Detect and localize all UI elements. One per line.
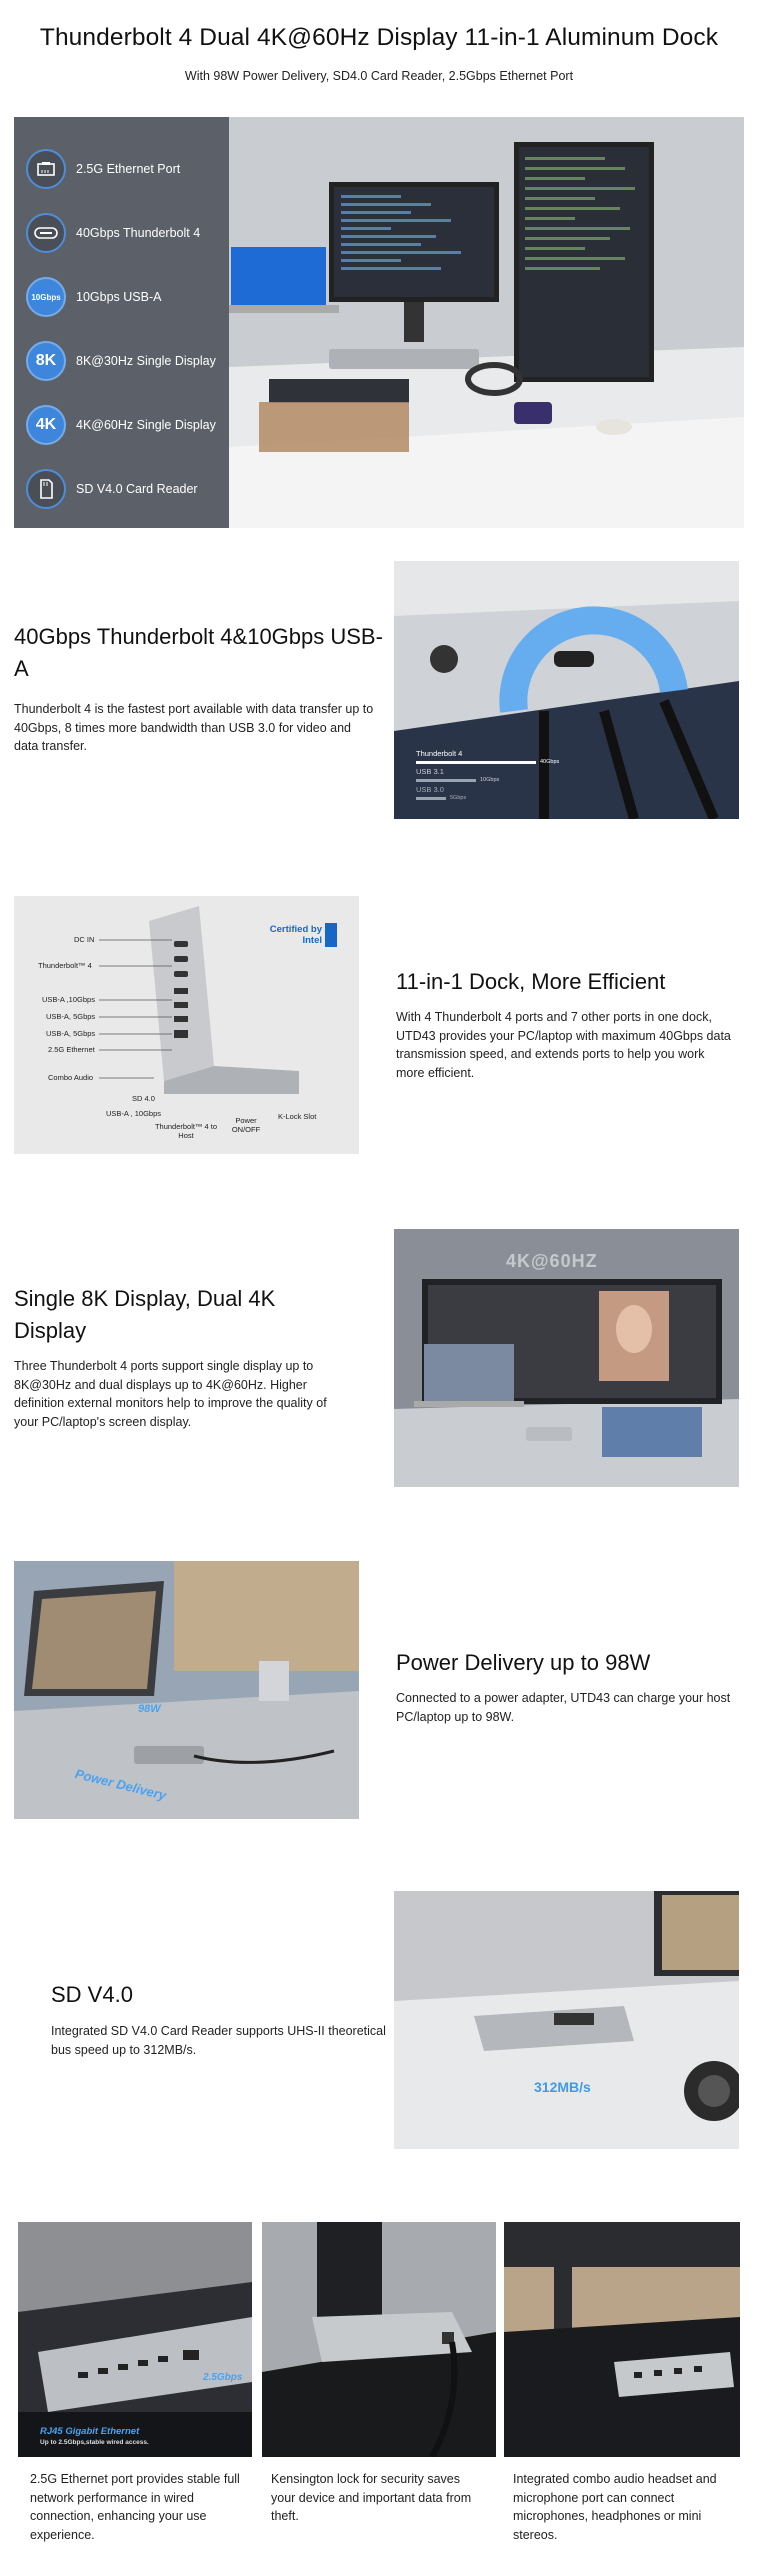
- 8k-icon: [26, 341, 66, 381]
- dock-body: With 4 Thunderbolt 4 ports and 7 other ports in one dock, UTD43 provides your PC/laptop with maximum 40Gbps data transmission speed, and extends ports to help you work more efficient.: [396, 1010, 731, 1080]
- tb4-legend-speed: 40Gbps: [540, 759, 560, 765]
- tb4-legend-label: Thunderbolt 4: [416, 749, 463, 758]
- dock-port-diagram: [14, 896, 359, 1154]
- page-subtitle: With 98W Power Delivery, SD4.0 Card Reader, 2.5Gbps Ethernet Port: [184, 69, 574, 83]
- kensington-caption: Kensington lock for security saves your device and important data from theft.: [271, 2472, 472, 2523]
- power-watt-label: 98W: [138, 1703, 161, 1715]
- 4k-badge: 4K: [35, 416, 57, 433]
- usb31-legend-speed: 10Gbps: [480, 777, 500, 783]
- audio-tile-photo: [504, 2222, 740, 2457]
- ethernet-tile-photo: [18, 2222, 252, 2457]
- label-dc-in: DC IN: [74, 935, 95, 944]
- ethernet-icon: [26, 149, 66, 189]
- feature-panel: [14, 117, 229, 528]
- label-combo-audio: Combo Audio: [48, 1073, 94, 1082]
- feature-sd: [26, 466, 198, 512]
- tb4-heading: 40Gbps Thunderbolt 4&10Gbps USB-A: [14, 624, 383, 681]
- sd-heading: SD V4.0: [51, 1982, 133, 2007]
- label-tb-host: Thunderbolt™ 4 to Host: [154, 1122, 218, 1140]
- label-sd: SD 4.0: [132, 1094, 155, 1103]
- display-heading: Single 8K Display, Dual 4K Display: [14, 1286, 276, 1343]
- 4k-icon: [26, 405, 66, 445]
- kensington-tile-photo: [262, 2222, 496, 2457]
- ethernet-overlay-sub: Up to 2.5Gbps,stable wired access.: [40, 2439, 149, 2446]
- label-usb-a-10: USB-A ,10Gbps: [42, 995, 95, 1004]
- feature-label: SD V4.0 Card Reader: [76, 482, 198, 496]
- audio-caption: Integrated combo audio headset and microphone port can connect microphones, headphones or mini stereos.: [513, 2472, 717, 2542]
- label-thunderbolt: Thunderbolt™ 4: [38, 961, 92, 970]
- feature-8k: [26, 338, 216, 384]
- power-photo: [14, 1561, 359, 1819]
- 8k-badge: 8K: [35, 352, 57, 369]
- ethernet-caption: 2.5G Ethernet port provides stable full network performance in wired connection, enhancing your use experience.: [30, 2472, 240, 2542]
- power-heading: Power Delivery up to 98W: [396, 1650, 651, 1675]
- tb4-body: Thunderbolt 4 is the fastest port available with data transfer up to 40Gbps, 8 times more bandwidth than USB 3.0 for video and data transfer.: [14, 702, 374, 753]
- hero-desk-photo: [229, 117, 744, 528]
- usb30-legend-speed: 5Gbps: [450, 795, 467, 801]
- sd-body: Integrated SD V4.0 Card Reader supports UHS-II theoretical bus speed up to 312MB/s.: [51, 2024, 386, 2057]
- ethernet-overlay-title: RJ45 Gigabit Ethernet: [40, 2426, 140, 2437]
- label-ethernet: 2.5G Ethernet: [48, 1045, 95, 1054]
- label-usb-a-front: USB-A , 10Gbps: [106, 1109, 162, 1118]
- usb-a-icon: [26, 277, 66, 317]
- feature-label: 2.5G Ethernet Port: [76, 162, 181, 176]
- usb31-legend-label: USB 3.1: [416, 767, 444, 776]
- ethernet-speed-overlay: 2.5Gbps: [203, 2372, 243, 2383]
- label-usb-a-5a: USB-A, 5Gbps: [46, 1012, 96, 1021]
- feature-label: 8K@30Hz Single Display: [76, 354, 216, 368]
- label-power: Power ON/OFF: [231, 1116, 261, 1134]
- feature-label: 10Gbps USB-A: [76, 290, 162, 304]
- sd-photo: [394, 1891, 739, 2149]
- power-delivery-label: Power Delivery: [73, 1765, 168, 1804]
- dock-heading: 11-in-1 Dock, More Efficient: [396, 969, 666, 994]
- display-4k-label: 4K@60HZ: [506, 1251, 598, 1271]
- intel-certified-badge: Certified by Intel: [269, 924, 322, 946]
- power-body: Connected to a power adapter, UTD43 can charge your host PC/laptop up to 98W.: [396, 1691, 731, 1724]
- sd-card-icon: [26, 469, 66, 509]
- label-usb-a-5b: USB-A, 5Gbps: [46, 1029, 96, 1038]
- feature-thunderbolt: [26, 210, 200, 256]
- usb30-legend-label: USB 3.0: [416, 785, 444, 794]
- display-body: Three Thunderbolt 4 ports support single display up to 8K@30Hz and dual displays up to 4K@60Hz. Higher definition external monitors help to improve the quality of your PC/laptop's screen display.: [14, 1359, 327, 1429]
- page-title: Thunderbolt 4 Dual 4K@60Hz Display 11-in-1 Aluminum Dock: [39, 24, 719, 51]
- hero-banner: [14, 117, 744, 528]
- thunderbolt-icon: [26, 213, 66, 253]
- display-photo: [394, 1229, 739, 1487]
- usb-badge: 10Gbps: [31, 292, 61, 302]
- feature-usb-a: [26, 274, 161, 320]
- feature-4k: [26, 402, 216, 448]
- tb4-port-photo: [394, 561, 739, 819]
- feature-label: 40Gbps Thunderbolt 4: [76, 226, 201, 240]
- feature-ethernet: [26, 146, 180, 192]
- sd-speed-label: 312MB/s: [534, 2079, 591, 2095]
- label-klock: K-Lock Slot: [278, 1112, 317, 1121]
- feature-label: 4K@60Hz Single Display: [76, 418, 216, 432]
